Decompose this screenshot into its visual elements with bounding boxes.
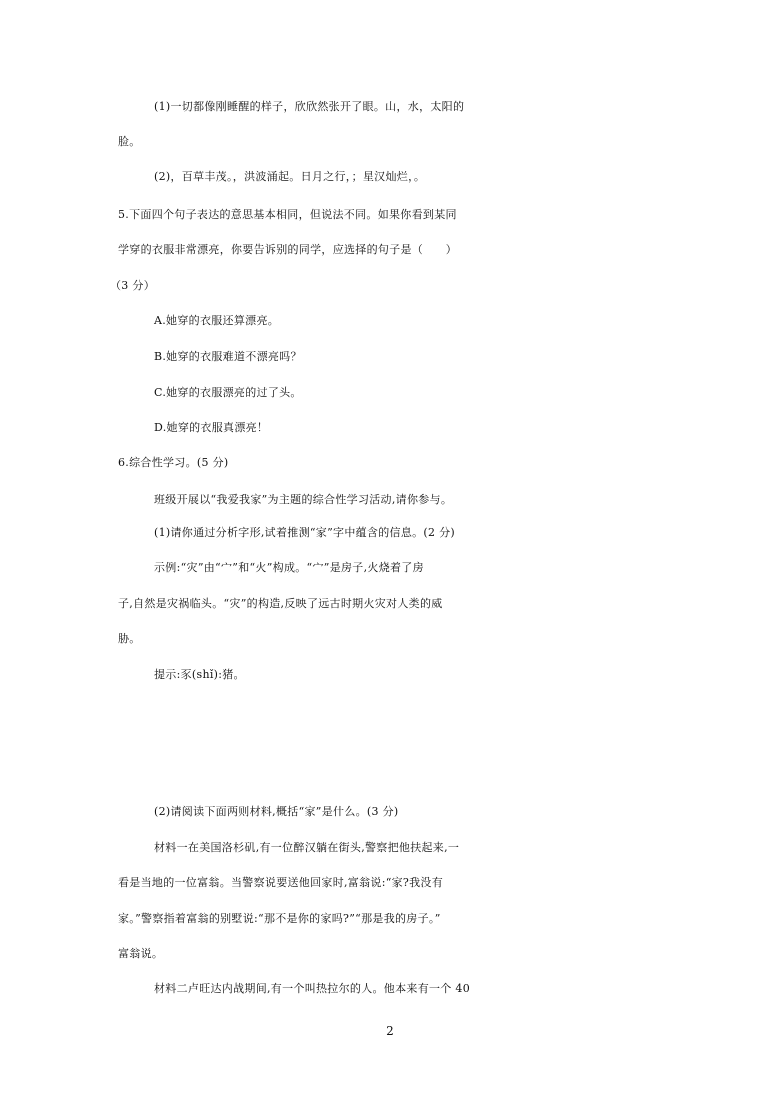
page-number: 2: [386, 1024, 394, 1038]
question-6-intro: 班级开展以“我爱我家”为主题的综合性学习活动,请你参与。: [154, 493, 453, 506]
material-2-line-1: 材料二卢旺达内战期间,有一个叫热拉尔的人。他本来有一个 40: [154, 982, 470, 995]
material-1-line-4: 富翁说。: [118, 947, 164, 960]
poem-line-1: (1)一切都像刚睡醒的样子，欣欣然张开了眼。山，水，太阳的: [154, 100, 465, 113]
material-1-line-1: 材料一在美国洛杉矶,有一位醉汉躺在街头,警察把他扶起来,一: [154, 841, 460, 854]
sub-question-2: (2)请阅读下面两则材料,概括“家”是什么。(3 分): [154, 805, 399, 818]
option-b: B.她穿的衣服难道不漂亮吗？: [154, 350, 302, 363]
hint-line: 提示:豕(shǐ):猪。: [154, 668, 245, 681]
example-line-1: 示例:“灾”由“宀”和“火”构成。“宀”是房子,火烧着了房: [154, 561, 424, 574]
example-line-2: 子,自然是灾祸临头。“灾”的构造,反映了远古时期火灾对人类的威: [118, 597, 443, 610]
question-5-stem: 5.下面四个句子表达的意思基本相同，但说法不同。如果你看到某同: [118, 208, 457, 221]
poem-line-2: (2)，百草丰茂。，洪波涌起。日月之行，；星汉灿烂，。: [154, 170, 426, 183]
example-line-3: 胁。: [118, 632, 141, 645]
question-6-title: 6.综合性学习。(5 分): [118, 456, 229, 469]
material-1-line-2: 看是当地的一位富翁。当警察说要送他回家时,富翁说:“家?我没有: [118, 876, 444, 889]
option-c: C.她穿的衣服漂亮的过了头。: [154, 386, 302, 399]
poem-line-1-cont: 脸。: [118, 135, 141, 148]
option-a: A.她穿的衣服还算漂亮。: [154, 314, 280, 327]
question-5-score: （3 分）: [110, 279, 155, 292]
sub-question-1: (1)请你通过分析字形,试着推测“家”字中蕴含的信息。(2 分): [154, 526, 456, 539]
option-d: D.她穿的衣服真漂亮！: [154, 421, 269, 434]
question-5-stem-cont: 学穿的衣服非常漂亮，你要告诉别的同学，应选择的句子是（ ）: [118, 243, 457, 256]
material-1-line-3: 家。”警察指着富翁的别墅说:“那不是你的家吗?”“那是我的房子。”: [118, 912, 441, 925]
